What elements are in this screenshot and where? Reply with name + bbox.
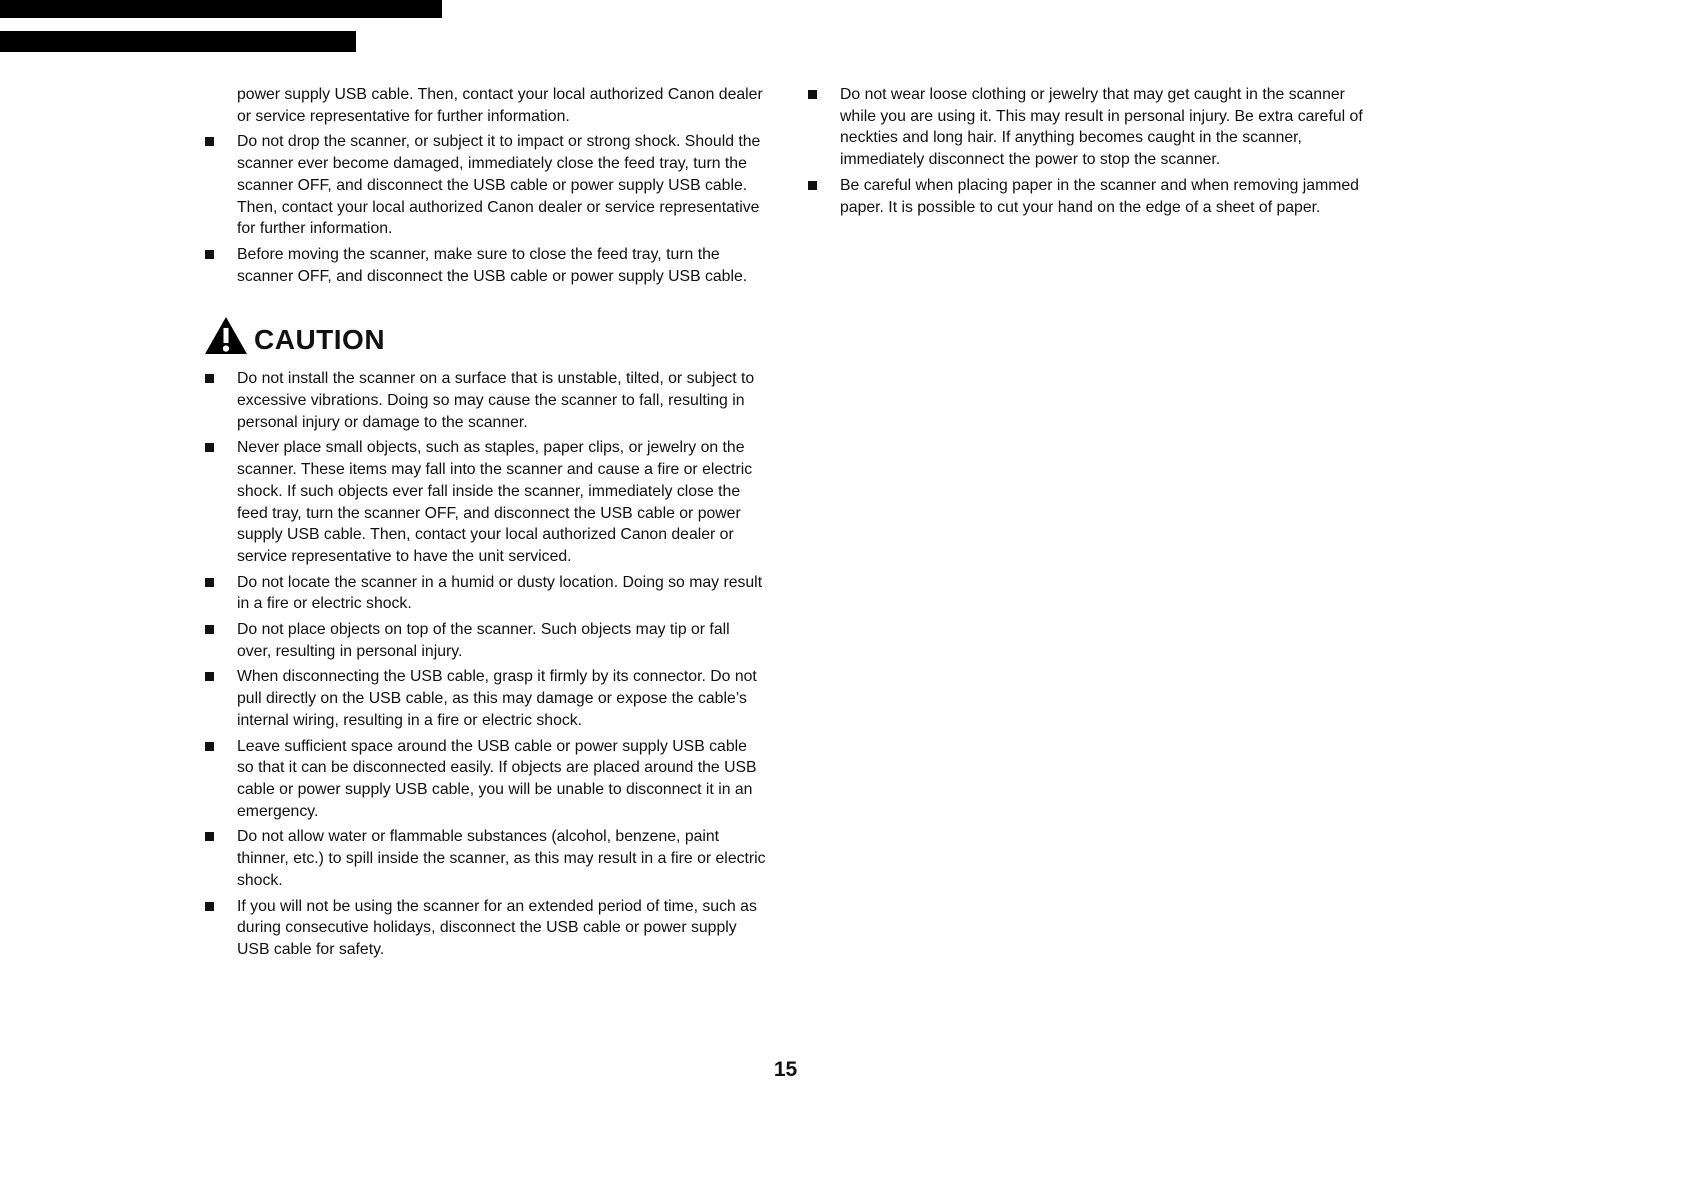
bullet-square-icon bbox=[205, 832, 214, 841]
bullet-square-icon bbox=[205, 902, 214, 911]
bullet-square-icon bbox=[205, 374, 214, 383]
list-item-text: Before moving the scanner, make sure to close the feed tray, turn the scanner OFF, and disconnect the USB cable or power supply USB cable. bbox=[237, 245, 748, 285]
list-item-text: Do not install the scanner on a surface that is unstable, tilted, or subject to excessive vibrations. Doing so may cause the scanner to fall, resulting in personal injury or damage to the scanner. bbox=[237, 370, 755, 431]
list-item-text: Do not allow water or flammable substances (alcohol, benzene, paint thinner, etc.) to spill inside the scanner, as this may result in a fire or electric shock. bbox=[237, 828, 766, 889]
list-item bbox=[205, 572, 767, 615]
bullet-square-icon bbox=[808, 90, 817, 99]
list-item bbox=[205, 131, 767, 240]
paragraph-continuation: power supply USB cable. Then, contact your local authorized Canon dealer or service representative for further information. bbox=[237, 86, 763, 125]
list-item-text: Do not drop the scanner, or subject it to impact or strong shock. Should the scanner ever become damaged, immediately close the feed tray, turn the scanner OFF, and disconnect the USB cable or power supply USB cable. Then, contact your local authorized Canon dealer or service representative for further information. bbox=[237, 133, 761, 238]
list-item bbox=[205, 244, 767, 287]
bullet-square-icon bbox=[205, 742, 214, 751]
scan-artifact-bar-top bbox=[0, 0, 442, 18]
list-item-text: Do not locate the scanner in a humid or dusty location. Doing so may result in a fire or electric shock. bbox=[237, 573, 763, 613]
bullet-square-icon bbox=[205, 250, 214, 259]
list-item bbox=[205, 368, 767, 433]
caution-title: CAUTION bbox=[254, 324, 386, 356]
left-column bbox=[205, 84, 767, 965]
list-item-text: Never place small objects, such as staples, paper clips, or jewelry on the scanner. These items may fall into the scanner and cause a fire or electric shock. If such objects ever fall inside the scanner, immediately close the feed tray, turn the scanner OFF, and disconnect the USB cable or power supply USB cable. Then, contact your local authorized Canon dealer or service representative to have the unit serviced. bbox=[237, 439, 753, 565]
list-item-text: If you will not be using the scanner for an extended period of time, such as during consecutive holidays, disconnect the USB cable or power supply USB cable for safety. bbox=[237, 897, 757, 958]
bullet-square-icon bbox=[205, 443, 214, 452]
right-column bbox=[808, 84, 1366, 222]
bullet-square-icon bbox=[808, 181, 817, 190]
caution-warning-icon bbox=[205, 317, 247, 354]
list-item-text: Leave sufficient space around the USB cable or power supply USB cable so that it can be disconnected easily. If objects are placed around the USB cable or power supply USB cable, you will be unable to disconnect it in an emergency. bbox=[237, 737, 757, 820]
list-item-text: When disconnecting the USB cable, grasp it firmly by its connector. Do not pull directly on the USB cable, as this may damage or expose the cable’s internal wiring, resulting in a fire or electric shock. bbox=[237, 668, 757, 729]
page-number: 15 bbox=[773, 1058, 798, 1081]
list-item-text: Be careful when placing paper in the scanner and when removing jammed paper. It is possible to cut your hand on the edge of a sheet of paper. bbox=[840, 176, 1359, 216]
list-item bbox=[205, 826, 767, 891]
bullet-square-icon bbox=[205, 672, 214, 681]
bullet-square-icon bbox=[205, 625, 214, 634]
list-item bbox=[205, 736, 767, 823]
list-item-text: Do not place objects on top of the scanner. Such objects may tip or fall over, resulting in personal injury. bbox=[237, 621, 730, 660]
bullet-square-icon bbox=[205, 578, 214, 587]
list-item-text: Do not wear loose clothing or jewelry that may get caught in the scanner while you are using it. This may result in personal injury. Be extra careful of neckties and long hair. If anything becomes caught in the scanner, immediately disconnect the power to stop the scanner. bbox=[840, 86, 1363, 169]
scan-artifact-bar-second bbox=[0, 31, 356, 52]
list-item bbox=[205, 437, 767, 567]
bullet-square-icon bbox=[205, 137, 214, 146]
list-item bbox=[808, 175, 1366, 218]
list-item bbox=[205, 896, 767, 961]
list-item bbox=[205, 619, 767, 662]
list-item bbox=[808, 84, 1366, 171]
list-item bbox=[205, 666, 767, 731]
caution-heading bbox=[205, 317, 767, 354]
